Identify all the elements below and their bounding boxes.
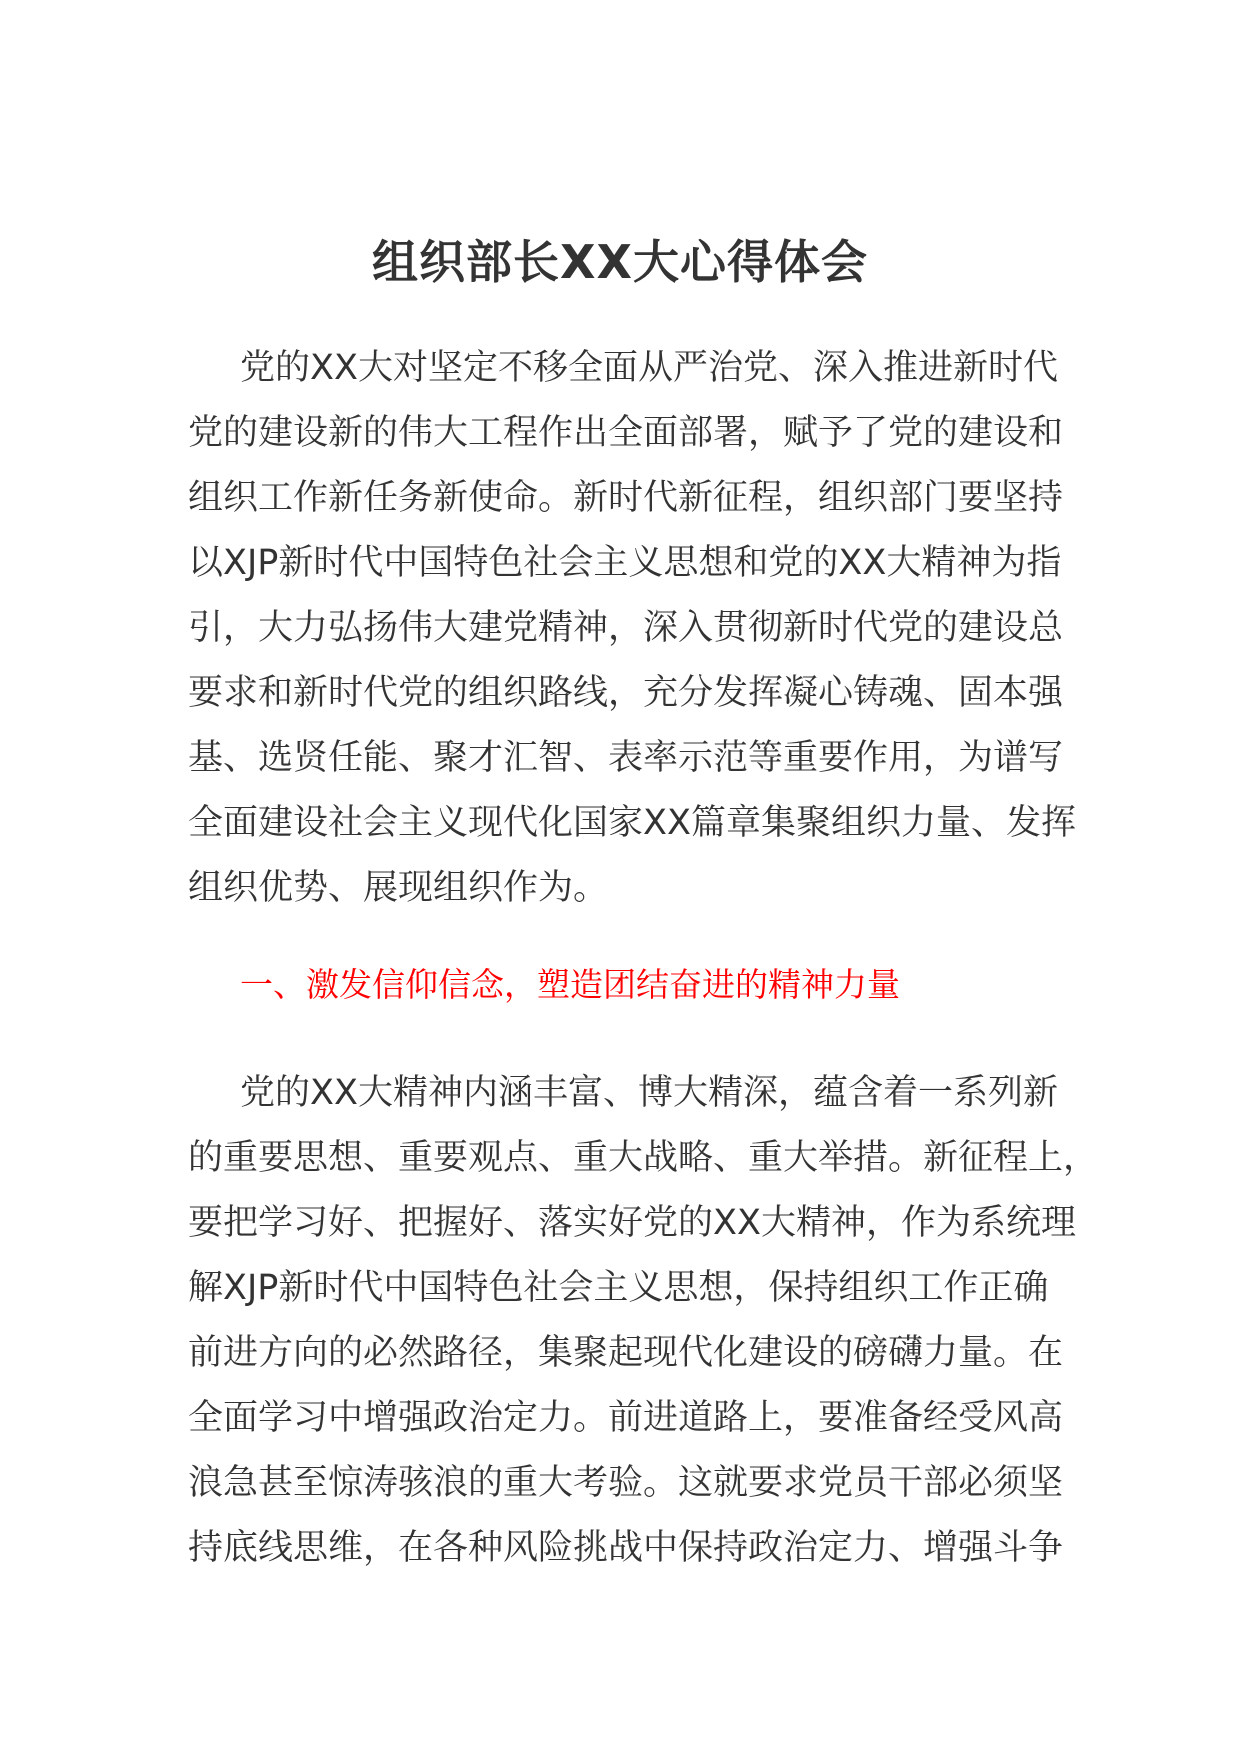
paragraph-line: 的重要思想、重要观点、重大战略、重大举措。新征程上，	[188, 1138, 1099, 1178]
document-title: 组织部长XX大心得体会	[372, 235, 868, 289]
paragraph-section-1	[188, 1061, 1099, 1581]
paragraph-line: 前进方向的必然路径，集聚起现代化建设的磅礴力量。在	[188, 1333, 1064, 1373]
section-heading-1: 一、激发信仰信念，塑造团结奋进的精神力量	[240, 965, 900, 1004]
paragraph-line: 组织工作新任务新使命。新时代新征程，组织部门要坚持	[188, 478, 1064, 518]
paragraph-line: 引，大力弘扬伟大建党精神，深入贯彻新时代党的建设总	[188, 608, 1064, 648]
paragraph-intro	[188, 336, 1076, 921]
paragraph-line: 以XJP新时代中国特色社会主义思想和党的XX大精神为指	[188, 543, 1062, 583]
paragraph-line: 浪急甚至惊涛骇浪的重大考验。这就要求党员干部必须坚	[188, 1463, 1064, 1503]
paragraph-line: 基、选贤任能、聚才汇智、表率示范等重要作用，为谱写	[188, 738, 1064, 778]
paragraph-line: 全面学习中增强政治定力。前进道路上，要准备经受风高	[188, 1398, 1064, 1438]
paragraph-line: 组织优势、展现组织作为。	[188, 868, 609, 908]
paragraph-line: 党的建设新的伟大工程作出全面部署，赋予了党的建设和	[188, 413, 1064, 453]
paragraph-line: 要求和新时代党的组织路线，充分发挥凝心铸魂、固本强	[188, 673, 1064, 713]
paragraph-line: 党的XX大对坚定不移全面从严治党、深入推进新时代	[240, 348, 1058, 388]
paragraph-line: 持底线思维，在各种风险挑战中保持政治定力、增强斗争	[188, 1528, 1064, 1568]
paragraph-line: 要把学习好、把握好、落实好党的XX大精神，作为系统理	[188, 1203, 1076, 1243]
paragraph-line: 解XJP新时代中国特色社会主义思想，保持组织工作正确	[188, 1268, 1049, 1308]
paragraph-line: 党的XX大精神内涵丰富、博大精深，蕴含着一系列新	[240, 1073, 1058, 1113]
paragraph-line: 全面建设社会主义现代化国家XX篇章集聚组织力量、发挥	[188, 803, 1076, 843]
